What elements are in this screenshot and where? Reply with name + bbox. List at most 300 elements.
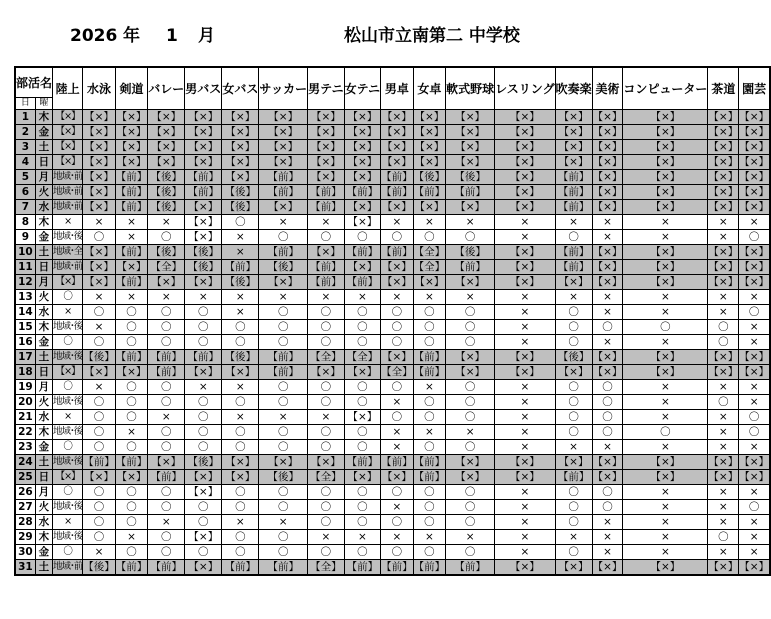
- schedule-cell: ×: [115, 425, 148, 440]
- schedule-cell: ×: [708, 380, 739, 395]
- schedule-cell: 〇: [83, 440, 116, 455]
- schedule-cell: 〇: [308, 380, 345, 395]
- day-cell: 15: [15, 320, 35, 335]
- schedule-cell: 【前】: [555, 170, 592, 185]
- schedule-cell: 【×】: [555, 365, 592, 380]
- schedule-cell: 〇: [185, 545, 222, 560]
- day-cell: 20: [15, 395, 35, 410]
- schedule-cell: ×: [739, 335, 770, 350]
- schedule-cell: 【全】: [413, 246, 446, 258]
- schedule-cell: 〇: [148, 425, 185, 440]
- schedule-cell: ×: [495, 215, 555, 230]
- schedule-cell: 【×】: [53, 275, 83, 290]
- schedule-cell: 〇: [739, 410, 770, 425]
- schedule-cell: 【前】: [259, 245, 308, 260]
- schedule-cell: 【×】: [185, 365, 222, 380]
- schedule-cell: 〇: [115, 545, 148, 560]
- schedule-cell: ×: [413, 425, 446, 440]
- weekday-cell: 水: [35, 515, 52, 530]
- schedule-cell: 【後】: [148, 245, 185, 260]
- schedule-cell: ×: [708, 515, 739, 530]
- schedule-cell: 【×】: [344, 125, 381, 140]
- schedule-cell: 〇: [308, 500, 345, 515]
- schedule-cell: 【前】: [222, 260, 259, 275]
- schedule-cell: 【前】: [344, 275, 381, 290]
- day-cell: 11: [15, 260, 35, 275]
- schedule-cell: 【全】: [308, 560, 345, 576]
- day-cell: 5: [15, 170, 35, 185]
- schedule-cell: 【×】: [592, 471, 623, 483]
- schedule-cell: ×: [592, 305, 623, 320]
- table-row: [15, 125, 770, 140]
- schedule-cell: ×: [495, 545, 555, 560]
- schedule-cell: 〇: [83, 515, 116, 530]
- schedule-cell: 【×】: [344, 140, 381, 155]
- schedule-cell: 〇: [53, 380, 83, 395]
- club-header: コンピューター: [623, 67, 708, 110]
- schedule-cell: 【×】: [259, 155, 308, 170]
- schedule-cell: 〇: [413, 515, 446, 530]
- day-cell: 19: [15, 380, 35, 395]
- club-header: 男テニ: [308, 67, 345, 110]
- schedule-cell: 【全】: [381, 366, 413, 378]
- schedule-cell: 〇: [555, 320, 592, 335]
- schedule-cell: 〇: [115, 515, 148, 530]
- schedule-cell: 【×】: [623, 140, 708, 155]
- schedule-cell: ×: [495, 425, 555, 440]
- schedule-cell: 〇: [115, 395, 148, 410]
- schedule-cell: 【×】: [446, 455, 495, 470]
- schedule-cell: 〇: [555, 380, 592, 395]
- schedule-cell: 【後】: [148, 170, 185, 185]
- schedule-cell: ×: [623, 500, 708, 515]
- table-row: [15, 290, 770, 305]
- schedule-cell: 【×】: [84, 471, 114, 483]
- schedule-cell: ×: [739, 395, 770, 410]
- schedule-cell: 〇: [222, 440, 259, 455]
- schedule-cell: 〇: [344, 440, 381, 455]
- schedule-cell: 【×】: [185, 140, 222, 155]
- schedule-cell: 【×】: [414, 141, 445, 153]
- schedule-cell: 【後】: [148, 185, 185, 200]
- schedule-cell: 【×】: [84, 366, 114, 378]
- club-header: 陸上: [53, 67, 83, 110]
- schedule-cell: 〇: [381, 485, 414, 500]
- schedule-cell: ×: [495, 410, 555, 425]
- schedule-cell: 【×】: [739, 201, 770, 213]
- schedule-cell: 【×】: [495, 185, 555, 200]
- schedule-cell: ×: [623, 485, 708, 500]
- table-row: [15, 260, 770, 275]
- weekday-cell: 土: [35, 245, 52, 260]
- club-schedule-table: [14, 66, 771, 576]
- schedule-cell: ×: [344, 530, 381, 545]
- weekday-cell: 月: [35, 170, 52, 185]
- schedule-cell: 【×】: [53, 470, 83, 485]
- schedule-cell: 〇: [115, 410, 148, 425]
- schedule-cell: 【前】: [446, 560, 495, 576]
- schedule-cell: 【×】: [185, 215, 222, 230]
- weekday-cell: 土: [35, 140, 52, 155]
- schedule-cell: 【後】: [413, 171, 446, 183]
- schedule-cell: 【×】: [414, 126, 445, 138]
- schedule-cell: 【×】: [495, 110, 555, 125]
- schedule-cell: 〇: [344, 320, 381, 335]
- table-row: [15, 275, 770, 290]
- weekday-cell: 金: [35, 440, 52, 455]
- schedule-cell: 【×】: [623, 125, 708, 140]
- schedule-cell: ×: [555, 530, 592, 545]
- schedule-cell: 【×】: [446, 155, 495, 170]
- schedule-cell: ×: [495, 305, 555, 320]
- schedule-cell: ×: [381, 395, 414, 410]
- schedule-cell: 【前】: [115, 276, 148, 288]
- schedule-cell: ×: [53, 215, 83, 230]
- schedule-cell: 【×】: [555, 560, 592, 576]
- schedule-cell: 【×】: [222, 140, 259, 155]
- club-header: 女テニ: [344, 67, 381, 110]
- schedule-cell: 【×】: [446, 470, 495, 485]
- table-row: [15, 470, 770, 485]
- schedule-cell: ×: [495, 320, 555, 335]
- weekday-cell: 土: [35, 560, 52, 576]
- schedule-cell: 【×】: [185, 470, 222, 485]
- schedule-cell: 【×】: [495, 200, 555, 215]
- schedule-cell: 〇: [555, 485, 592, 500]
- schedule-cell: 〇: [555, 395, 592, 410]
- schedule-cell: 【後】: [185, 245, 222, 260]
- schedule-cell: 【×】: [495, 170, 555, 185]
- schedule-cell: 〇: [446, 410, 495, 425]
- schedule-cell: 【前】: [413, 561, 446, 573]
- schedule-cell: 【×】: [116, 141, 147, 153]
- club-header: 軟式野球: [446, 67, 495, 110]
- day-cell: 4: [15, 155, 35, 170]
- schedule-cell: 【前】: [555, 185, 592, 200]
- schedule-cell: ×: [148, 515, 185, 530]
- schedule-cell: 地域･前: [53, 200, 83, 215]
- schedule-cell: 〇: [185, 305, 222, 320]
- schedule-cell: 【×】: [185, 110, 222, 125]
- day-cell: 26: [15, 485, 35, 500]
- schedule-cell: 〇: [344, 500, 381, 515]
- day-cell: 16: [15, 335, 35, 350]
- schedule-cell: 【前】: [344, 455, 381, 470]
- schedule-cell: 【前】: [259, 365, 308, 380]
- schedule-cell: ×: [592, 335, 623, 350]
- schedule-cell: 【×】: [555, 110, 592, 125]
- schedule-cell: 【×】: [222, 110, 259, 125]
- schedule-cell: 〇: [344, 230, 381, 245]
- schedule-cell: 【×】: [344, 470, 381, 485]
- schedule-cell: 【前】: [308, 185, 345, 200]
- schedule-cell: 【×】: [708, 126, 739, 138]
- schedule-cell: 【×】: [739, 156, 770, 168]
- table-row: [15, 305, 770, 320]
- schedule-cell: 【×】: [495, 470, 555, 485]
- schedule-cell: 〇: [308, 485, 345, 500]
- schedule-cell: ×: [708, 485, 739, 500]
- weekday-cell: 日: [35, 260, 52, 275]
- weekday-cell: 木: [35, 425, 52, 440]
- schedule-cell: ×: [739, 515, 770, 530]
- schedule-cell: ×: [259, 410, 308, 425]
- schedule-cell: ×: [222, 230, 259, 245]
- schedule-cell: 【×】: [739, 351, 770, 363]
- schedule-cell: 【×】: [382, 141, 412, 153]
- schedule-cell: 【×】: [84, 171, 114, 183]
- schedule-cell: 〇: [344, 515, 381, 530]
- schedule-cell: 【×】: [446, 140, 495, 155]
- weekday-cell: 金: [35, 230, 52, 245]
- schedule-cell: ×: [623, 395, 708, 410]
- schedule-cell: 〇: [308, 545, 345, 560]
- schedule-cell: 〇: [83, 395, 116, 410]
- day-cell: 18: [15, 365, 35, 380]
- schedule-cell: ×: [708, 440, 739, 455]
- schedule-cell: ×: [83, 545, 116, 560]
- schedule-cell: 〇: [555, 425, 592, 440]
- schedule-cell: 【前】: [259, 350, 308, 365]
- schedule-cell: ×: [495, 290, 555, 305]
- schedule-cell: 〇: [413, 485, 446, 500]
- schedule-cell: 【前】: [381, 171, 413, 183]
- table-row: [15, 110, 770, 125]
- schedule-cell: 【前】: [555, 260, 592, 275]
- day-cell: 9: [15, 230, 35, 245]
- weekday-cell: 水: [35, 305, 52, 320]
- schedule-cell: 【×】: [84, 261, 114, 273]
- schedule-cell: ×: [592, 215, 623, 230]
- weekday-cell: 土: [35, 455, 52, 470]
- schedule-cell: 〇: [115, 305, 148, 320]
- schedule-cell: 【前】: [185, 185, 222, 200]
- schedule-cell: 【×】: [446, 110, 495, 125]
- schedule-cell: 【×】: [259, 125, 308, 140]
- schedule-cell: ×: [708, 290, 739, 305]
- schedule-cell: 【×】: [185, 125, 222, 140]
- schedule-cell: 【×】: [739, 456, 770, 468]
- schedule-cell: 【×】: [84, 141, 114, 153]
- schedule-cell: ×: [53, 305, 83, 320]
- schedule-cell: ×: [623, 515, 708, 530]
- table-row: [15, 170, 770, 185]
- schedule-cell: ×: [495, 335, 555, 350]
- schedule-cell: 【×】: [116, 471, 147, 483]
- schedule-cell: 〇: [259, 440, 308, 455]
- day-cell: 22: [15, 425, 35, 440]
- schedule-cell: 【×】: [739, 126, 770, 138]
- schedule-cell: 〇: [185, 515, 222, 530]
- schedule-cell: ×: [708, 545, 739, 560]
- weekday-cell: 金: [35, 545, 52, 560]
- schedule-cell: 【×】: [708, 261, 739, 273]
- weekday-cell: 火: [35, 290, 52, 305]
- schedule-cell: 【×】: [555, 140, 592, 155]
- schedule-cell: 【全】: [308, 350, 345, 365]
- schedule-cell: 〇: [446, 335, 495, 350]
- day-cell: 25: [15, 470, 35, 485]
- schedule-cell: 【前】: [148, 470, 185, 485]
- club-header: サッカー: [259, 67, 308, 110]
- schedule-cell: ×: [83, 320, 116, 335]
- schedule-cell: 【×】: [592, 186, 623, 198]
- schedule-cell: 【×】: [708, 471, 739, 483]
- table-row: [15, 320, 770, 335]
- schedule-cell: 〇: [555, 230, 592, 245]
- schedule-cell: 【×】: [259, 275, 308, 290]
- schedule-cell: 【×】: [344, 155, 381, 170]
- schedule-cell: 【×】: [259, 455, 308, 470]
- schedule-cell: 〇: [555, 335, 592, 350]
- weekday-cell: 金: [35, 335, 52, 350]
- schedule-cell: 【×】: [185, 230, 222, 245]
- schedule-cell: 〇: [446, 320, 495, 335]
- schedule-cell: 〇: [115, 440, 148, 455]
- schedule-cell: 〇: [555, 515, 592, 530]
- schedule-cell: 【×】: [185, 530, 222, 545]
- month-unit: 月: [198, 26, 215, 46]
- schedule-cell: 〇: [259, 545, 308, 560]
- club-header: レスリング: [495, 67, 555, 110]
- schedule-cell: 〇: [344, 395, 381, 410]
- schedule-cell: 【後】: [222, 200, 259, 215]
- schedule-cell: 【×】: [708, 141, 739, 153]
- schedule-cell: ×: [623, 230, 708, 245]
- schedule-cell: 【×】: [592, 276, 623, 288]
- day-cell: 21: [15, 410, 35, 425]
- schedule-cell: 〇: [148, 545, 185, 560]
- schedule-cell: 【×】: [148, 110, 185, 125]
- schedule-cell: 【×】: [259, 200, 308, 215]
- schedule-cell: 〇: [115, 380, 148, 395]
- schedule-cell: 〇: [185, 425, 222, 440]
- schedule-cell: 〇: [446, 485, 495, 500]
- weekday-cell: 金: [35, 125, 52, 140]
- schedule-cell: 【×】: [592, 201, 623, 213]
- weekday-cell: 日: [35, 155, 52, 170]
- schedule-cell: ×: [222, 245, 259, 260]
- schedule-cell: 【×】: [555, 455, 592, 470]
- schedule-cell: ×: [381, 500, 414, 515]
- day-label: 日: [15, 98, 35, 110]
- schedule-cell: 〇: [185, 440, 222, 455]
- day-cell: 28: [15, 515, 35, 530]
- day-cell: 14: [15, 305, 35, 320]
- schedule-cell: 【×】: [84, 246, 114, 258]
- schedule-cell: 〇: [413, 305, 446, 320]
- schedule-cell: ×: [495, 500, 555, 515]
- schedule-cell: ×: [708, 305, 739, 320]
- schedule-cell: 【×】: [84, 156, 114, 168]
- schedule-cell: 〇: [115, 335, 148, 350]
- schedule-cell: 【×】: [185, 275, 222, 290]
- schedule-cell: ×: [308, 215, 345, 230]
- schedule-cell: 〇: [83, 530, 116, 545]
- schedule-cell: 【×】: [708, 366, 739, 378]
- schedule-cell: 〇: [381, 545, 414, 560]
- schedule-cell: 地域･前: [53, 260, 83, 275]
- schedule-cell: 〇: [344, 425, 381, 440]
- schedule-cell: 〇: [259, 425, 308, 440]
- schedule-cell: 【×】: [344, 170, 381, 185]
- schedule-cell: ×: [495, 380, 555, 395]
- schedule-cell: 〇: [222, 320, 259, 335]
- schedule-cell: ×: [739, 290, 770, 305]
- schedule-cell: 〇: [83, 305, 116, 320]
- schedule-cell: ×: [413, 215, 446, 230]
- schedule-cell: 【×】: [185, 560, 222, 576]
- schedule-cell: 【×】: [344, 200, 381, 215]
- day-cell: 29: [15, 530, 35, 545]
- table-row: [15, 455, 770, 470]
- table-row: [15, 530, 770, 545]
- day-cell: 6: [15, 185, 35, 200]
- weekday-cell: 日: [35, 470, 52, 485]
- schedule-cell: 【前】: [308, 260, 345, 275]
- schedule-cell: 〇: [115, 500, 148, 515]
- day-cell: 12: [15, 275, 35, 290]
- schedule-cell: 【×】: [708, 456, 739, 468]
- schedule-cell: 【×】: [308, 125, 345, 140]
- schedule-cell: 【×】: [623, 110, 708, 125]
- schedule-cell: 【前】: [115, 201, 148, 213]
- schedule-cell: ×: [555, 290, 592, 305]
- schedule-cell: 【×】: [344, 410, 381, 425]
- club-header: バレー: [148, 67, 185, 110]
- schedule-cell: 〇: [708, 320, 739, 335]
- schedule-cell: 【×】: [708, 201, 739, 213]
- schedule-cell: ×: [592, 230, 623, 245]
- schedule-cell: ×: [739, 320, 770, 335]
- weekday-cell: 月: [35, 380, 52, 395]
- schedule-cell: 〇: [83, 500, 116, 515]
- schedule-cell: 〇: [222, 485, 259, 500]
- schedule-cell: 【×】: [592, 141, 623, 153]
- schedule-cell: 【×】: [592, 351, 623, 363]
- schedule-cell: 〇: [446, 545, 495, 560]
- weekday-cell: 土: [35, 350, 52, 365]
- schedule-cell: ×: [708, 410, 739, 425]
- schedule-cell: 〇: [222, 545, 259, 560]
- weekday-cell: 木: [35, 320, 52, 335]
- schedule-cell: 【前】: [259, 560, 308, 576]
- table-row: [15, 440, 770, 455]
- schedule-cell: 【×】: [623, 155, 708, 170]
- schedule-cell: 〇: [53, 485, 83, 500]
- schedule-cell: 〇: [259, 305, 308, 320]
- schedule-cell: ×: [739, 485, 770, 500]
- schedule-cell: 【×】: [344, 110, 381, 125]
- schedule-cell: 〇: [739, 500, 770, 515]
- schedule-cell: ×: [381, 425, 414, 440]
- schedule-cell: 【×】: [259, 110, 308, 125]
- schedule-cell: 〇: [592, 425, 623, 440]
- schedule-cell: 〇: [739, 230, 770, 245]
- schedule-cell: 〇: [259, 380, 308, 395]
- table-row: [15, 545, 770, 560]
- table-row: [15, 245, 770, 260]
- schedule-cell: 【前】: [381, 246, 413, 258]
- schedule-cell: 【×】: [708, 111, 739, 123]
- schedule-cell: ×: [83, 380, 116, 395]
- schedule-cell: 【前】: [381, 561, 413, 573]
- schedule-cell: ×: [381, 215, 414, 230]
- table-row: [15, 230, 770, 245]
- schedule-cell: 【×】: [495, 245, 555, 260]
- schedule-cell: 【後】: [222, 350, 259, 365]
- schedule-cell: ×: [381, 530, 414, 545]
